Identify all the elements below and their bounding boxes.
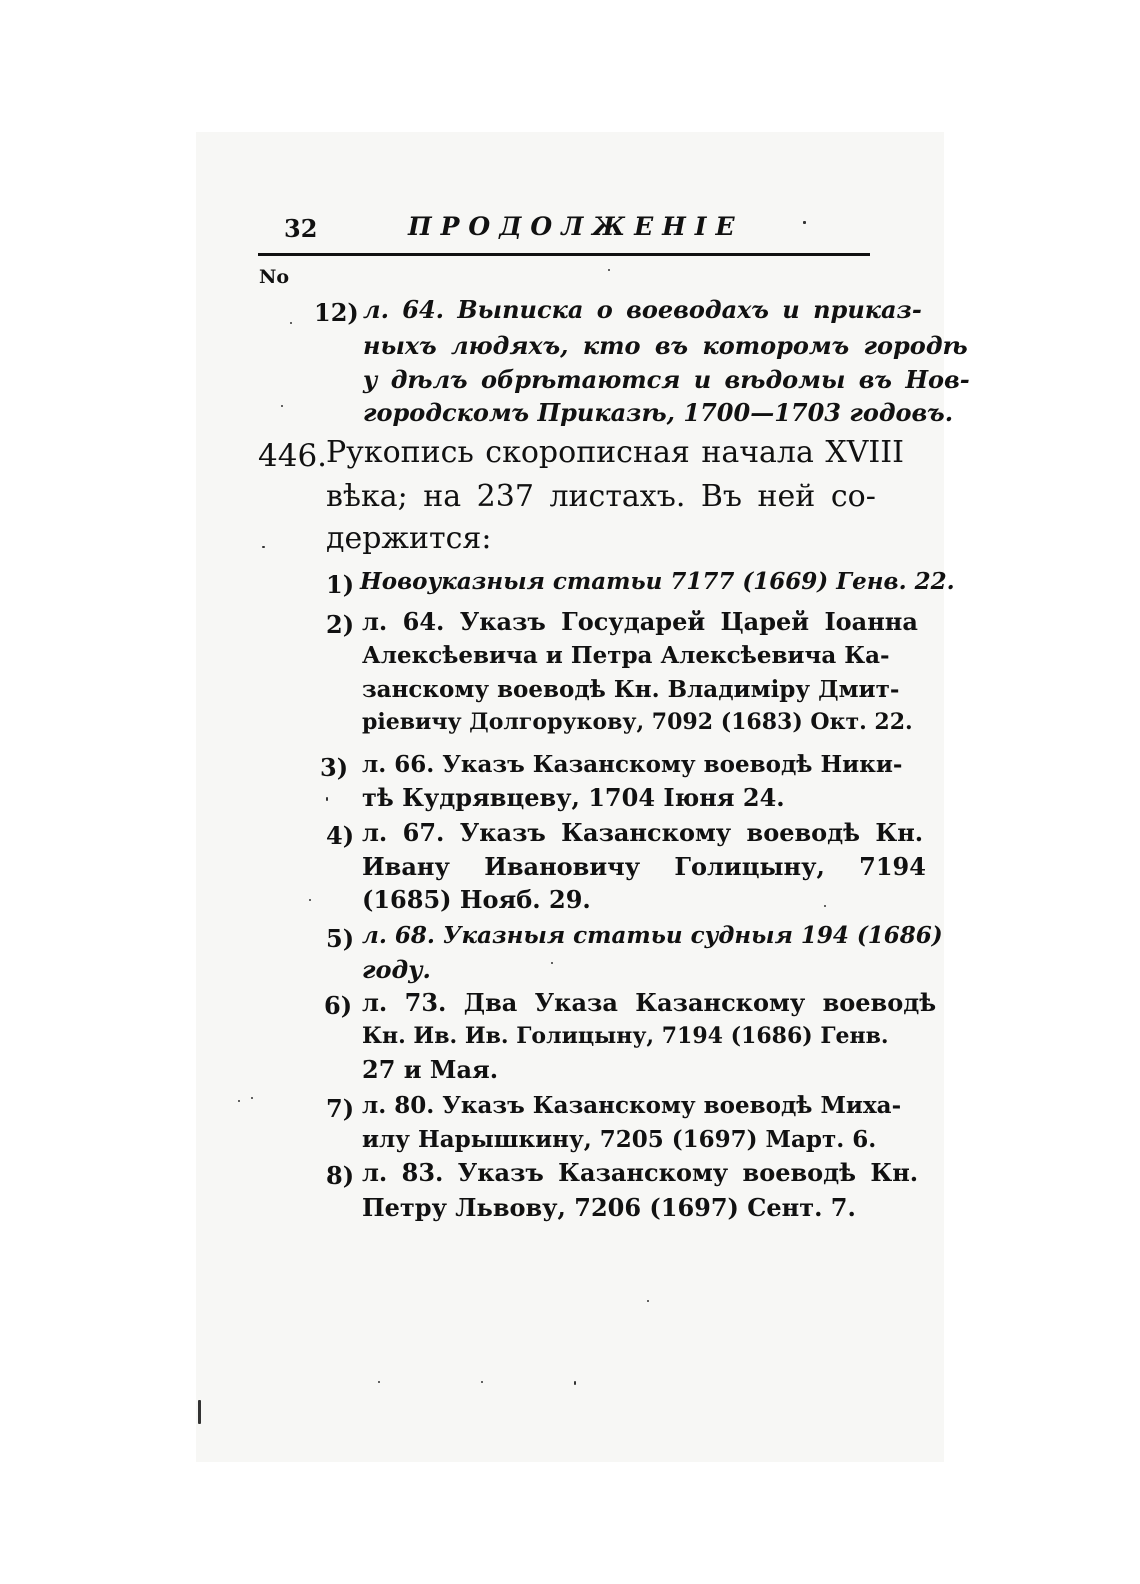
- text-line: у дѣлъ обрѣтаются и вѣдомы въ Нов-: [363, 365, 970, 394]
- scan-edge-mark: [198, 1400, 201, 1424]
- scan-speck: [574, 1381, 576, 1385]
- text-line: Рукопись скорописная начала XVIII: [326, 435, 904, 470]
- item-number: 6): [324, 991, 353, 1020]
- scan-speck: [251, 1097, 253, 1099]
- text-line: л. 67. Указъ Казанскому воеводѣ Кн.: [362, 818, 924, 847]
- column-label: No: [259, 266, 290, 288]
- text-line: 27 и Мая.: [362, 1055, 499, 1084]
- scan-speck: [326, 797, 328, 801]
- text-line: Ивану Ивановичу Голицыну, 7194: [362, 852, 926, 881]
- text-line: л. 64. Указъ Государей Царей Іоанна: [362, 607, 918, 636]
- item-number: 1): [326, 570, 355, 599]
- text-line: ныхъ людяхъ, кто въ которомъ городѣ: [363, 331, 968, 360]
- text-line: вѣка; на 237 листахъ. Въ ней со-: [326, 479, 876, 514]
- text-line: Алексѣевича и Петра Алексѣевича Ка-: [362, 642, 890, 669]
- text-line: занскому воеводѣ Кн. Владиміру Дмит-: [362, 676, 900, 703]
- item-number: 2): [326, 610, 355, 639]
- text-line: Новоуказныя статьи 7177 (1669) Генв. 22.: [360, 568, 955, 595]
- entry-number: 12): [314, 298, 359, 327]
- scan-speck: [481, 1381, 483, 1383]
- scan-speck: [378, 1381, 380, 1383]
- scan-speck: [309, 899, 311, 901]
- item-number: 8): [326, 1161, 355, 1190]
- text-line: Кн. Ив. Ив. Голицыну, 7194 (1686) Генв.: [362, 1023, 889, 1049]
- scan-speck: [803, 221, 806, 224]
- header-rule: [258, 253, 870, 256]
- item-number: 7): [326, 1094, 355, 1123]
- scan-speck: [238, 1100, 240, 1102]
- text-line: городскомъ Приказѣ, 1700—1703 годовъ.: [363, 398, 954, 427]
- text-line: л. 64. Выписка о воеводахъ и приказ-: [363, 295, 922, 324]
- text-line: тѣ Кудрявцеву, 1704 Іюня 24.: [362, 783, 785, 812]
- entry-number: 446.: [258, 438, 328, 474]
- text-line: (1685) Нояб. 29.: [362, 885, 591, 914]
- text-line: держится:: [326, 521, 492, 556]
- text-line: л. 73. Два Указа Казанскому воеводѣ: [362, 988, 937, 1017]
- scan-speck: [608, 269, 610, 271]
- text-line: л. 66. Указъ Казанскому воеводѣ Ники-: [362, 751, 903, 778]
- text-line: ріевичу Долгорукову, 7092 (1683) Окт. 22.: [362, 709, 913, 735]
- scan-speck: [262, 546, 265, 548]
- page-number: 32: [284, 214, 318, 243]
- text-line: л. 80. Указъ Казанскому воеводѣ Миха-: [362, 1092, 902, 1119]
- scan-speck: [647, 1300, 649, 1302]
- item-number: 5): [326, 924, 355, 953]
- item-number: 4): [326, 821, 355, 850]
- scan-speck: [824, 905, 826, 907]
- scan-speck: [290, 322, 292, 324]
- item-number: 3): [320, 753, 349, 782]
- text-line: л. 68. Указныя статьи судныя 194 (1686): [362, 922, 943, 949]
- text-line: Петру Львову, 7206 (1697) Сент. 7.: [362, 1193, 856, 1222]
- text-line: л. 83. Указъ Казанскому воеводѣ Кн.: [362, 1158, 919, 1187]
- text-line: году.: [362, 955, 431, 984]
- scan-speck: [551, 962, 553, 964]
- text-line: илу Нарышкину, 7205 (1697) Март. 6.: [362, 1126, 877, 1153]
- running-title: ПРОДОЛЖЕНІЕ: [408, 212, 744, 241]
- scan-speck: [281, 405, 283, 407]
